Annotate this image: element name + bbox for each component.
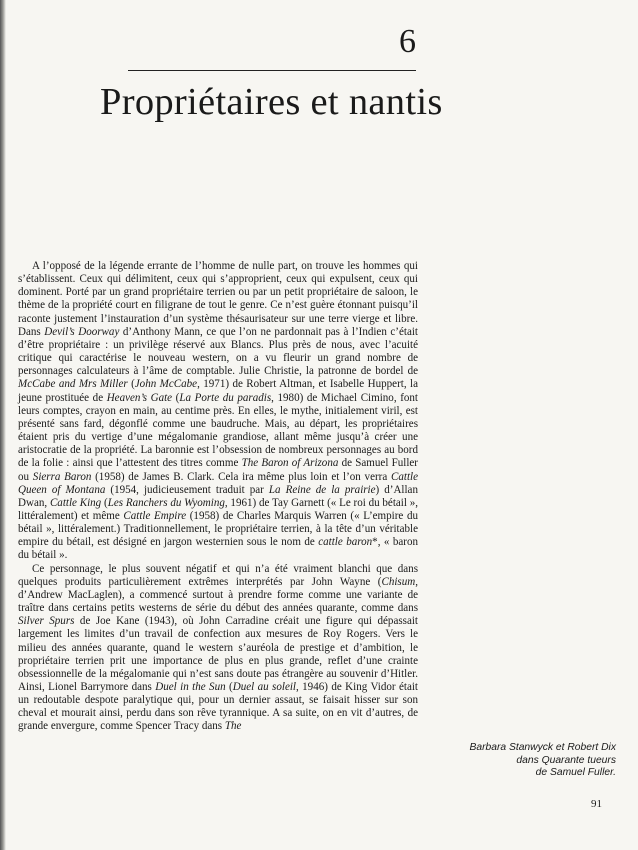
text-run: , 1961) de Tay Garnett (« Le roi du bétail », littéralement) et même — [18, 496, 419, 522]
text-run: ( — [225, 681, 233, 693]
text-run: de Joe Kane (1943), où John Carradine créait une figure qui dépassait largement les limites d’un travail de confection aux mesures de Roy Rogers. Vers le milieu des années quarante, quand le western s’auréola de prestige et d’ambition, le propriétaire terrien prit une importance de plus en plus grande, reflet d’une crainte obsessionnelle de la mégalomanie qui n’est sans doute pas étrangère au souvenir d’Hitler. Ainsi, Lionel Barrymore dans — [18, 615, 418, 693]
body-text — [18, 260, 418, 734]
film-title: The — [224, 720, 242, 733]
text-run: (1958) de Charles Marquis Warren (« L’empire du bétail », littéralement.) Traditionnellement, le propriétaire terrien, à la tête d’un véritable empire du bétail, est désigné en jargon westernien sous le nom de — [18, 509, 418, 549]
body-paragraph — [18, 563, 418, 734]
text-run: (1958) de James B. Clark. Cela ira même plus loin et l’on verra — [91, 470, 391, 483]
text-run: *, « baron du bétail ». — [18, 536, 418, 562]
text-run: ) d’Allan Dwan, — [18, 483, 418, 509]
film-title: Devil’s Doorway — [44, 325, 120, 338]
text-run: , 1946) de King Vidor était un redoutable despote paralytique qui, pour un dernier assaut, se faisait hisser sur son cheval et mourait ainsi, perdu dans son rêve tyrannique. A sa suite, on en vit d’autres, de grande envergure, comme Spencer Tracy dans — [18, 681, 418, 733]
text-run: de Samuel Fuller ou — [18, 457, 418, 483]
film-title: Les Ranchers du Wyoming — [107, 496, 225, 509]
film-title: McCabe and Mrs Miller — [18, 378, 128, 391]
text-run: , 1971) de Robert Altman, et Isabelle Huppert, la jeune prostituée de — [18, 378, 418, 404]
film-title: Sierra Baron — [32, 470, 92, 483]
film-title: Chisum — [381, 575, 416, 588]
chapter-title: Propriétaires et nantis — [100, 81, 443, 123]
film-title: Cattle King — [49, 496, 102, 509]
text-run: A l’opposé de la légende errante de l’homme de nulle part, on trouve les hommes qui s’établissent. Ceux qui délimitent, ceux qui s’approprient, ceux qui expulsent, ceux qui dominent. Porté par un grand propriétaire terrien ou par un petit propriétaire de saloon, le thème de la propriété court en filigrane de tout le genre. Ce n’est guère étonnant puisqu’il raconte justement l’instauration d’un système thésaurisateur sur une terre vierge et libre. Dans — [18, 260, 418, 338]
chapter-number: 6 — [399, 23, 416, 60]
film-title: Cattle Empire — [123, 509, 187, 522]
text-run: ( — [172, 391, 180, 404]
text-run: Ce personnage, le plus souvent négatif et qui n’a été vraiment blanchi que dans quelques produits particulièrement extrêmes interprétés par John Wayne ( — [18, 562, 418, 588]
text-run: ( — [101, 496, 108, 509]
film-title: Duel in the Sun — [155, 681, 226, 693]
page-binding-shadow — [0, 0, 6, 850]
caption-line: de Samuel Fuller. — [535, 767, 616, 778]
film-title: The Baron of Arizona — [241, 457, 339, 470]
body-paragraph — [18, 260, 418, 563]
film-title: John McCabe — [134, 378, 198, 391]
caption-line: dans Quarante tueurs — [516, 754, 616, 766]
text-run: ( — [127, 378, 135, 391]
film-title: La Reine de la prairie — [268, 483, 376, 496]
film-title: Cattle Queen of Montana — [18, 470, 419, 496]
text-run: , 1980) de Michael Cimino, font leurs comptes, crayon en main, au centime près. En elles, le mythe, initialement viril, est présenté sans fard, dégonflé comme une baudruche. Mais, au départ, les propriétaires étaient pris du vertige d’une mégalomanie grandiose, allant même jusqu’à créer une aristocratie de la propriété. La baronnie est l’obsession de nombreux personnages au bord de la folie : ainsi que l’attestent des titres comme — [18, 391, 418, 470]
chapter-rule — [128, 70, 416, 71]
page-number: 91 — [591, 798, 602, 810]
film-title: Heaven’s Gate — [106, 391, 173, 404]
film-title: Silver Spurs — [18, 615, 75, 628]
film-title: Duel au soleil — [232, 681, 296, 693]
text-run: (1954, judicieusement traduit par — [105, 483, 269, 496]
caption-line: Barbara Stanwyck et Robert Dix — [469, 742, 616, 753]
film-title: La Porte du paradis — [179, 391, 272, 404]
text-run: d’Anthony Mann, ce que l’on ne pardonnait pas à l’Indien c’était d’être propriétaire : un privilège réservé aux Blancs. Plus près de nous, avec l’acuité critique qui caractérise le nouveau western, on a vu fleurir un grand nombre de personnages calculateurs à l’âme de comptable. Julie Christie, la patronne de bordel de — [18, 325, 418, 378]
text-run: , d’Andrew MacLaglen), a commencé surtout à prendre forme comme une variante de traître dans certains petits westerns de série du début des années quarante, comme dans — [18, 575, 418, 615]
photo-caption — [428, 742, 616, 780]
film-title: cattle baron — [318, 536, 373, 549]
